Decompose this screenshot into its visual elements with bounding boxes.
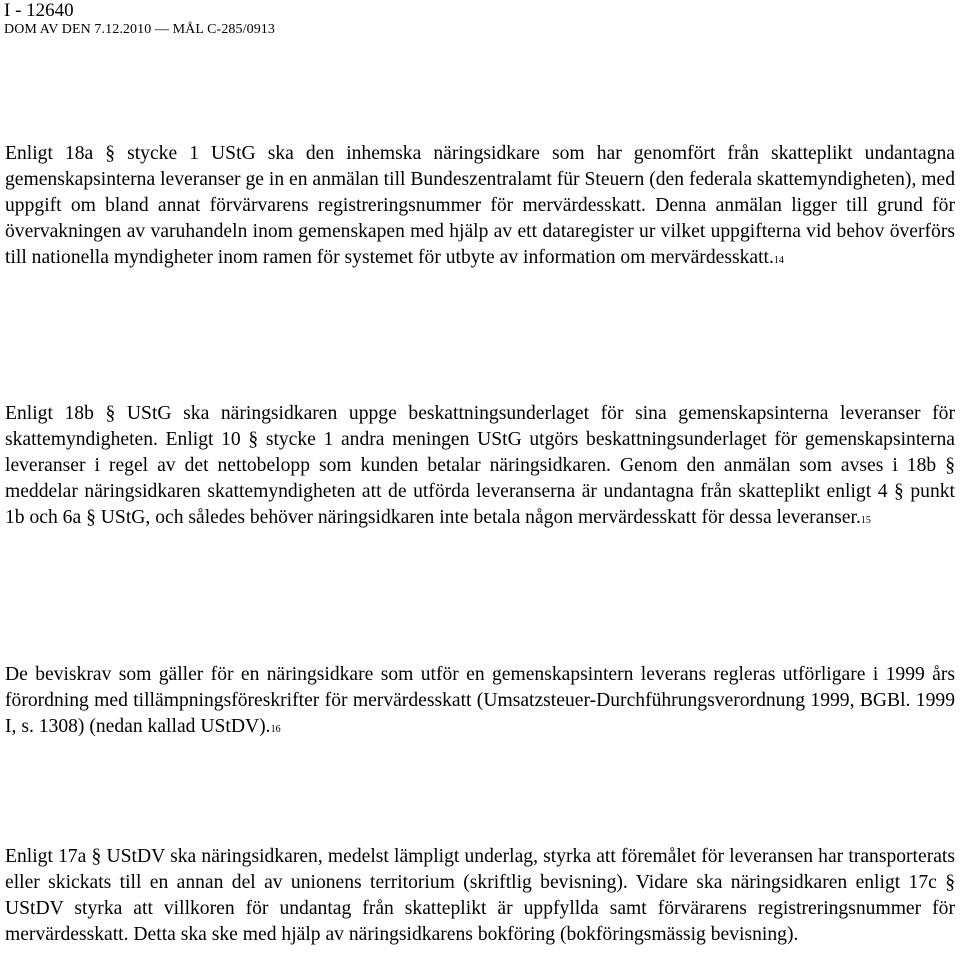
footnote-marker[interactable]: 15 — [860, 515, 871, 526]
paragraph-text: Enligt 18b § UStG ska näringsidkaren uppge beskattningsunderlaget för sina gemenskapsinterna leveranser för skattemyndigheten. Enligt 10 § stycke 1 andra meningen UStG utgörs beskattningsunderlaget för gemenskapsinterna leveranser i regel av det nettobelopp som kunden betalar näringsidkaren. Genom den anmälan som avses i 18b § meddelar näringsidkaren skattemyndigheten att de utförda leveranserna är undantagna från skatteplikt enligt 4 § punkt 1b och 6a § UStG, och således behöver näringsidkaren inte betala någon mervärdesskatt för dessa leveranser. — [5, 403, 955, 528]
paragraph-text: De beviskrav som gäller för en näringsidkare som utför en gemenskapsintern leverans regleras utförligare i 1999 års förordning med tillämpningsföreskrifter för mervärdesskatt (Umsatzsteuer-Durchführungsverordnung 1999, BGBl. 1999 I, s. 1308) (nedan kallad UStDV). — [5, 664, 955, 737]
footnote-marker[interactable]: 14 — [773, 255, 784, 266]
paragraph-text: Enligt 17a § UStDV ska näringsidkaren, medelst lämpligt underlag, styrka att föremålet för leveransen har transporterats eller skickats till en annan del av unionens territorium (skriftlig bevisning). Vidare ska näringsidkaren enligt 17c § UStDV styrka att villkoren för undantag från skatteplikt är uppfyllda samt förvärarens registreringsnummer för mervärdesskatt. Detta ska ske med hjälp av näringsidkarens bokföring (bokföringsmässig bevisning). — [5, 846, 955, 945]
paragraph-ustdv — [5, 662, 955, 743]
paragraph-text: Enligt 18a § stycke 1 UStG ska den inhemska näringsidkare som har genomfört från skatteplikt undantagna gemenskapsinterna leveranser ge in en anmälan till Bundeszentralamt für Steuern (den federala skattemyndigheten), med uppgift om bland annat förvärvarens registreringsnummer för mervärdesskatt. Denna anmälan ligger till grund för övervakningen av varuhandeln inom gemenskapen med hjälp av ett dataregister ur vilket uppgifterna vid behov överförs till nationella myndigheter inom ramen för systemet för utbyte av information om mervärdesskatt. — [5, 143, 955, 268]
judgment-case-line: DOM AV DEN 7.12.2010 — MÅL C-285/0913 — [4, 22, 276, 37]
page-reference: I - 12640 — [4, 0, 74, 21]
paragraph-17a — [5, 844, 955, 948]
paragraph-18b — [5, 401, 955, 534]
paragraph-18a — [5, 141, 955, 274]
footnote-marker[interactable]: 16 — [270, 724, 281, 735]
